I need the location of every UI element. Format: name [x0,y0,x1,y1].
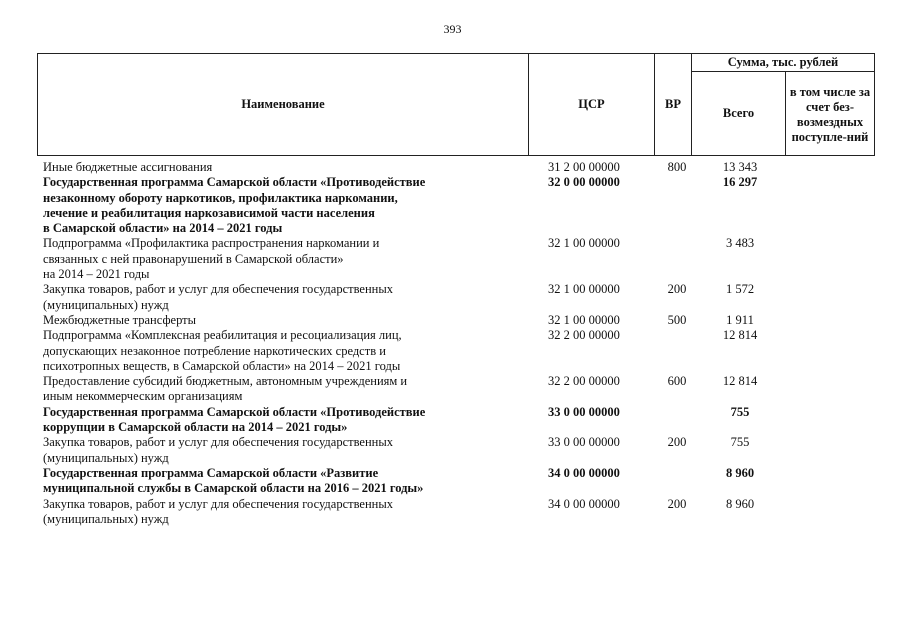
row-sum: 13 343 [722,160,758,174]
row-name: Межбюджетные трансферты [43,312,197,327]
table-header [37,53,875,156]
table-row [37,313,877,328]
header-sum-group: Сумма, тыс. рублей [692,54,875,72]
row-vr [658,236,696,282]
row-sum: 12 814 [722,374,758,389]
row-vr: 200 [667,435,687,450]
row-sum: 755 [730,404,750,419]
row-name: Подпрограмма «Профилактика распространения наркомании и связанных с ней правонарушений в Самарской области» на 2014 – 2021 годы [43,236,380,282]
row-name: Закупка товаров, работ и услуг для обеспечения государственных (муниципальных) нужд [43,496,394,526]
row-sum: 1 911 [726,312,754,327]
row-vr: 200 [667,282,687,297]
table-body [37,160,877,527]
row-vr: 500 [667,312,687,327]
row-including [784,175,871,236]
row-vr [658,175,696,236]
table-row [37,160,877,175]
row-including [784,466,871,497]
row-name: Закупка товаров, работ и услуг для обеспечения государственных (муниципальных) нужд [43,435,394,465]
row-name: Закупка товаров, работ и услуг для обеспечения государственных (муниципальных) нужд [43,282,394,312]
table-row [37,328,877,374]
row-sum: 8 960 [725,496,755,511]
row-name: Предоставление субсидий бюджетным, автономным учреждениям и иным некоммерческим организациям [43,374,408,404]
row-sum: 3 483 [725,236,755,251]
row-including [784,374,871,405]
row-vr [658,328,696,374]
row-csr: 32 0 00 00000 [548,175,620,190]
header-total: Всего [692,72,786,156]
row-vr: 200 [667,496,687,511]
table-row [37,236,877,282]
table-row [37,405,877,436]
row-including [784,497,871,528]
row-sum: 8 960 [725,465,755,480]
row-including [784,313,871,328]
row-csr: 32 1 00 00000 [548,312,620,327]
row-csr: 32 1 00 00000 [548,236,620,251]
row-name: Государственная программа Самарской области «Противодействие незаконному обороту наркотиков, профилактика наркомании, лечение и реабилитация наркозависимой части населения в Самарской области» на 2014 – 2021 годы [43,175,426,236]
row-name: Государственная программа Самарской области «Развитие муниципальной службы в Самарской области на 2016 – 2021 годы» [43,465,424,496]
row-name: Иные бюджетные ассигнования [43,160,213,174]
row-vr [658,405,696,436]
row-sum: 755 [730,435,750,450]
row-sum: 12 814 [722,328,758,343]
header-name: Наименование [38,54,529,156]
table-row [37,282,877,313]
row-including [784,160,871,175]
table-row [37,175,877,236]
row-sum: 1 572 [725,282,755,297]
row-vr: 800 [667,160,687,174]
table-row [37,466,877,497]
table-row [37,497,877,528]
row-sum: 16 297 [722,175,758,190]
row-including [784,282,871,313]
row-csr: 34 0 00 00000 [548,496,620,511]
table-row [37,435,877,466]
row-csr: 34 0 00 00000 [548,465,620,480]
row-csr: 32 2 00 00000 [548,328,620,343]
row-csr: 33 0 00 00000 [548,404,620,419]
row-vr: 600 [667,374,687,389]
row-vr [658,466,696,497]
header-including: в том числе за счет без-возмездных поступле-ний [786,72,875,156]
row-name: Подпрограмма «Комплексная реабилитация и ресоциализация лиц, допускающих незаконное потребление наркотических средств и психотропных веществ, в Самарской области» на 2014 – 2021 годы [43,328,402,373]
row-including [784,236,871,282]
header-vr: ВР [655,54,692,156]
header-csr: ЦСР [529,54,655,156]
row-csr: 32 2 00 00000 [548,374,620,389]
row-csr: 32 1 00 00000 [548,282,620,297]
row-including [784,435,871,466]
table-row [37,374,877,405]
row-csr: 33 0 00 00000 [548,435,620,450]
row-including [784,328,871,374]
row-including [784,405,871,436]
row-csr: 31 2 00 00000 [548,160,620,174]
row-name: Государственная программа Самарской области «Противодействие коррупции в Самарской области на 2014 – 2021 годы» [43,404,426,435]
page-number: 393 [443,22,462,36]
